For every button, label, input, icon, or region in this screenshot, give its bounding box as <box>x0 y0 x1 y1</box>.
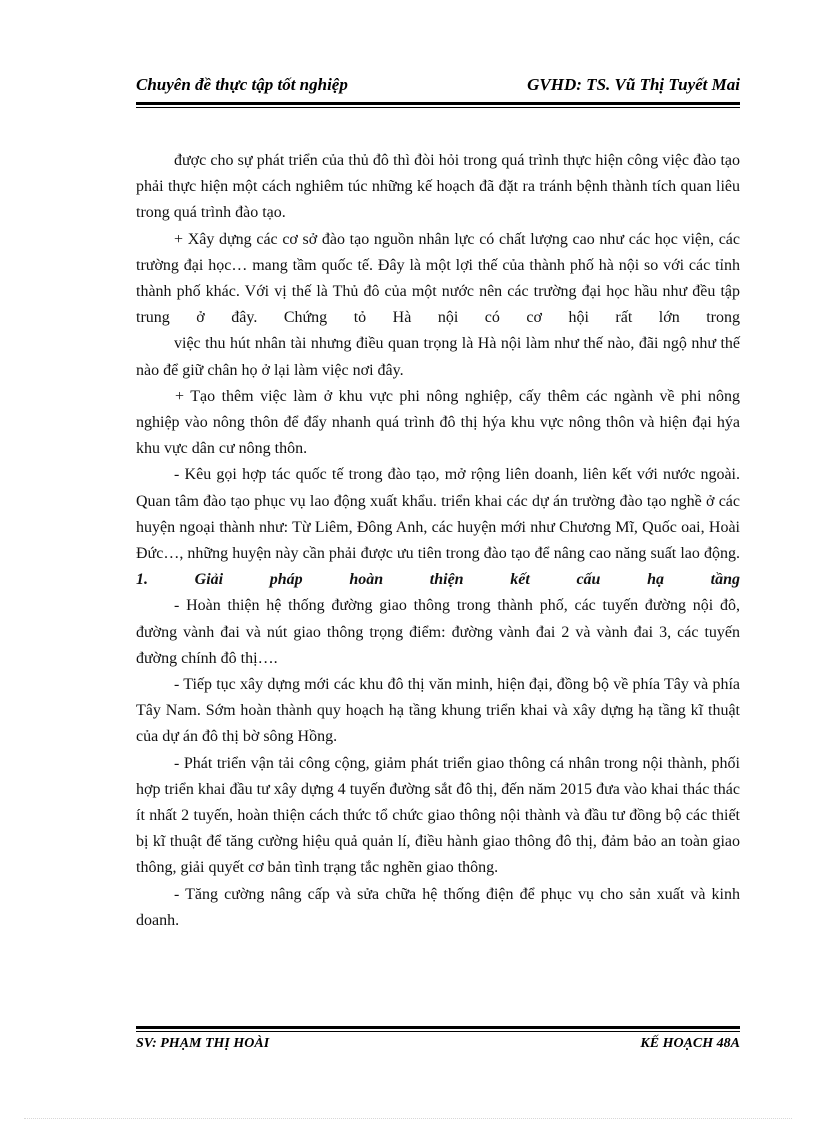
header-supervisor: GVHD: TS. Vũ Thị Tuyết Mai <box>527 75 740 94</box>
header-rule-thick <box>136 102 740 105</box>
paragraph-4: + Tạo thêm việc làm ở khu vực phi nông nghiệp, cấy thêm các ngành về phi nông nghiệp vào nông thôn để đẩy nhanh quá trình đô thị hýa khu vực nông thôn và hiện đại hýa khu vực dân cư nông thôn. <box>136 387 740 458</box>
paragraph-1: được cho sự phát triển của thủ đô thì đòi hỏi trong quá trình thực hiện công việc đào tạo phải thực hiện một cách nghiêm túc những kế hoạch đã đặt ra tránh bệnh thành tích quan liêu trong quá trình đào tạo. <box>136 152 740 222</box>
paragraph-5: - Kêu gọi hợp tác quốc tế trong đào tạo, mở rộng liên doanh, liên kết với nước ngoài. Quan tâm đào tạo phục vụ lao động xuất khẩu. triển khai các dự án trường đào tạo nghề ở các huyện ngoại thành như: Từ Liêm, Đông Anh, các huyện mới như Chương Mĩ, Quốc oai, Hoài Đức…, những huyện này cần phải được ưu tiên trong đào tạo để nâng cao năng suất lao động. <box>136 466 740 563</box>
paragraph-2: + Xây dựng các cơ sở đào tạo nguồn nhân lực có chất lượng cao như các học viện, các trường đại học… mang tầm quốc tế. Đây là một lợi thế của thành phố hà nội so với các tỉnh thành phố khác. Với vị thế là Thủ đô của một nước nên các trường đại học hầu như đều tập trung ở đây. Chứng tỏ Hà nội có cơ hội rất lớn trong <box>136 230 740 327</box>
paragraph-8: - Phát triển vận tải công cộng, giảm phát triển giao thông cá nhân trong nội thành, phối hợp triển khai đầu tư xây dựng 4 tuyến đường sắt đô thị, đến năm 2015 đưa vào khai thác thác ít nhất 2 tuyến, hoàn thiện cách thức tổ chức giao thông nội thành và đầu tư đồng bộ các thiết bị kĩ thuật để tăng cường hiệu quả quản lí, điều hành giao thông đô thị, đảm bảo an toàn giao thông, giải quyết cơ bản tình trạng tắc nghẽn giao thông. <box>136 754 740 877</box>
section-heading: 1. Giải pháp hoàn thiện kết cấu hạ tầng <box>136 571 740 589</box>
header-rule-thin <box>136 107 740 108</box>
footer-rule-thin <box>136 1031 740 1032</box>
footer-student: SV: PHẠM THỊ HOÀI <box>136 1036 270 1051</box>
paragraph-3: việc thu hút nhân tài nhưng điều quan trọng là Hà nội làm như thế nào, đãi ngộ như thế nào để giữ chân họ ở lại làm việc nơi đây. <box>136 335 740 379</box>
page-header <box>136 68 740 102</box>
paragraph-9: - Tăng cường nâng cấp và sửa chữa hệ thống điện để phục vụ cho sản xuất và kinh doanh. <box>136 885 740 929</box>
footer-class: KẾ HOẠCH 48A <box>640 1036 740 1051</box>
paragraph-6: - Hoàn thiện hệ thống đường giao thông trong thành phố, các tuyến đường nội đô, đường vành đai và nút giao thông trọng điểm: đường vành đai 2 và vành đai 3, các tuyến đường chính đô thị…. <box>136 597 740 667</box>
page-bottom-edge <box>24 1118 792 1119</box>
page-footer <box>136 1036 740 1060</box>
paragraph-7: - Tiếp tục xây dựng mới các khu đô thị văn minh, hiện đại, đồng bộ về phía Tây và phía Tây Nam. Sớm hoàn thành quy hoạch hạ tầng khung triển khai và xây dựng hạ tầng kĩ thuật của dự án đô thị bờ sông Hồng. <box>136 676 740 746</box>
document-body <box>136 148 740 934</box>
header-thesis-title: Chuyên đề thực tập tốt nghiệp <box>136 75 348 94</box>
footer-rule-thick <box>136 1026 740 1029</box>
